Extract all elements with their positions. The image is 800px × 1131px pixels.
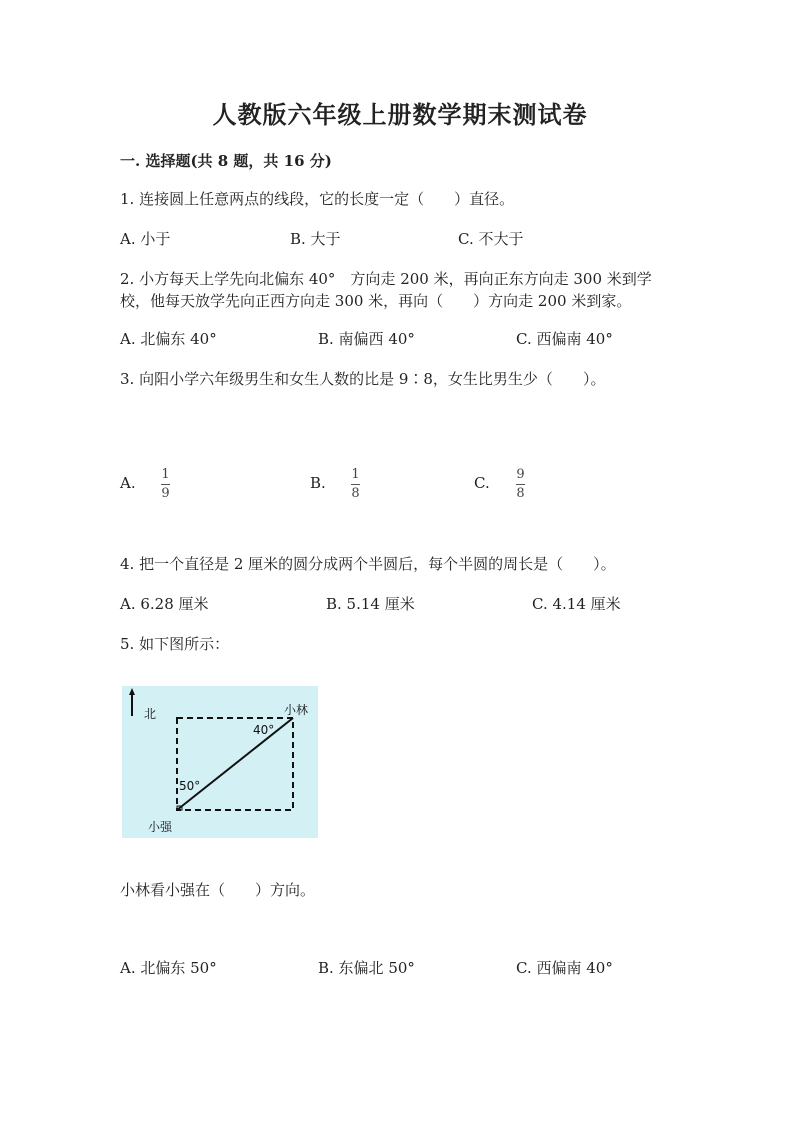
question-1-option-a[interactable]: A. 小于 xyxy=(120,230,171,248)
question-5-option-a[interactable]: A. 北偏东 50° xyxy=(120,959,217,977)
question-4-option-c[interactable]: C. 4.14 厘米 xyxy=(532,595,621,613)
question-4-option-a[interactable]: A. 6.28 厘米 xyxy=(120,595,209,613)
fraction-bar xyxy=(351,484,360,485)
fraction-bar xyxy=(516,484,525,485)
fraction-numerator: 1 xyxy=(351,467,360,482)
fraction-denominator: 8 xyxy=(516,486,525,501)
angle-40-label: 40° xyxy=(253,723,275,737)
question-4-stem: 4. 把一个直径是 2 厘米的圆分成两个半圆后，每个半圆的周长是（ ）。 xyxy=(120,555,616,573)
question-3-option-b-fraction[interactable] xyxy=(351,468,360,501)
question-1-option-b[interactable]: B. 大于 xyxy=(290,230,341,248)
north-arrow-icon xyxy=(129,688,135,695)
fraction-denominator: 9 xyxy=(161,486,170,501)
fraction-numerator: 9 xyxy=(516,467,525,482)
question-3-option-a-fraction[interactable] xyxy=(161,468,170,501)
direction-diagram xyxy=(122,686,318,838)
path-line xyxy=(177,718,293,810)
question-2-option-c[interactable]: C. 西偏南 40° xyxy=(516,330,613,348)
fraction-numerator: 1 xyxy=(161,467,170,482)
question-2-stem-line-2: 校，他每天放学先向正西方向走 300 米，再向（ ）方向走 200 米到家。 xyxy=(120,292,632,310)
question-1-option-c[interactable]: C. 不大于 xyxy=(458,230,524,248)
angle-50-label: 50° xyxy=(179,779,201,793)
question-1-stem: 1. 连接圆上任意两点的线段，它的长度一定（ ）直径。 xyxy=(120,190,515,208)
question-5-option-c[interactable]: C. 西偏南 40° xyxy=(516,959,613,977)
question-3-option-c-fraction[interactable] xyxy=(516,468,525,501)
fraction-bar xyxy=(161,484,170,485)
label-xiaolin: 小林 xyxy=(284,703,309,717)
question-3-option-a-label[interactable]: A. xyxy=(120,474,136,492)
north-label: 北 xyxy=(144,707,157,721)
question-4-option-b[interactable]: B. 5.14 厘米 xyxy=(326,595,415,613)
fraction-denominator: 8 xyxy=(351,486,360,501)
label-xiaoqiang: 小强 xyxy=(148,820,173,834)
page-title: 人教版六年级上册数学期末测试卷 xyxy=(212,100,588,129)
question-2-stem-line-1: 2. 小方每天上学先向北偏东 40° 方向走 200 米，再向正东方向走 300 米到学 xyxy=(120,270,652,288)
direction-diagram-svg xyxy=(122,686,318,838)
question-5-option-b[interactable]: B. 东偏北 50° xyxy=(318,959,415,977)
question-2-option-b[interactable]: B. 南偏西 40° xyxy=(318,330,415,348)
question-5-followup: 小林看小强在（ ）方向。 xyxy=(120,881,316,899)
question-3-option-b-label[interactable]: B. xyxy=(310,474,326,492)
question-2-option-a[interactable]: A. 北偏东 40° xyxy=(120,330,217,348)
question-5-stem: 5. 如下图所示： xyxy=(120,635,230,653)
question-3-stem: 3. 向阳小学六年级男生和女生人数的比是 9∶8，女生比男生少（ ）。 xyxy=(120,370,606,388)
question-3-option-c-label[interactable]: C. xyxy=(474,474,490,492)
section-heading: 一. 选择题(共 8 题，共 16 分) xyxy=(120,152,332,170)
